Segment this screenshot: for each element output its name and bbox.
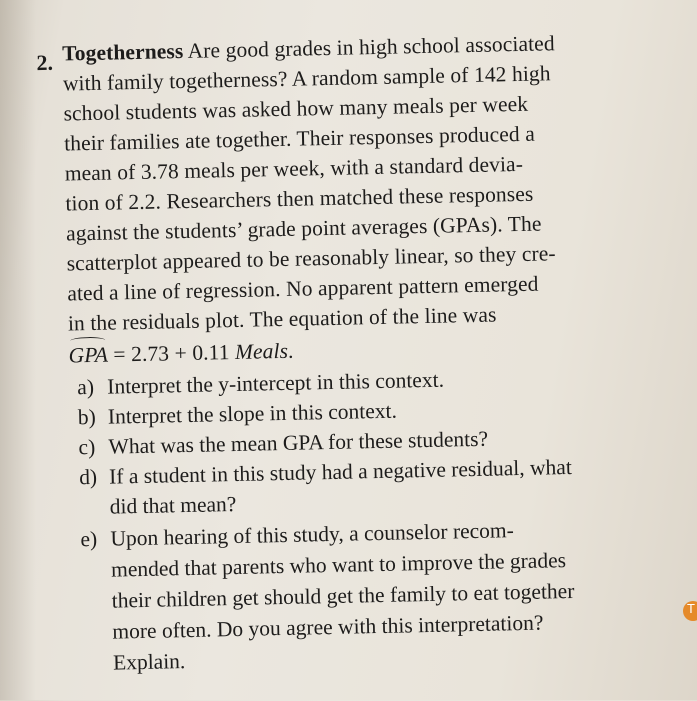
margin-tab-icon bbox=[683, 601, 697, 621]
question-b-label: b) bbox=[77, 404, 97, 430]
question-e-label: e) bbox=[80, 526, 98, 552]
equation-rhs: = 2.73 + 0.11 bbox=[113, 339, 236, 367]
stem-line-6: tion of 2.2. Researchers then matched these responses bbox=[65, 181, 534, 216]
stem-line-10: in the residuals plot. The equation of the line was bbox=[67, 302, 497, 336]
margin-tab-text: T bbox=[687, 601, 695, 616]
equation-variable: Meals bbox=[234, 338, 289, 364]
problem-number: 2. bbox=[36, 49, 54, 76]
stem-line-2: with family togetherness? A random sample of 142 high bbox=[62, 61, 551, 96]
question-c-label: c) bbox=[78, 434, 96, 460]
question-b-text: Interpret the slope in this context. bbox=[107, 398, 398, 429]
question-a-label: a) bbox=[77, 374, 95, 400]
stem-line-1-text: Are good grades in high school associated bbox=[187, 31, 555, 63]
gpa-hat: GPA bbox=[68, 341, 108, 371]
question-d-text-2: did that mean? bbox=[109, 491, 237, 519]
question-e-text-3: their children get should get the family to eat together bbox=[111, 578, 575, 613]
question-e-text-5: Explain. bbox=[112, 649, 186, 675]
stem-line-9: ated a line of regression. No apparent pattern emerged bbox=[67, 271, 539, 306]
question-d-text-1: If a student in this study had a negative residual, what bbox=[108, 454, 573, 489]
question-e-text-4: more often. Do you agree with this interpretation? bbox=[112, 610, 544, 644]
stem-line-3: school students was asked how many meals per week bbox=[63, 91, 529, 126]
question-d-label: d) bbox=[78, 464, 98, 490]
stem-line-7: against the students’ grade point averages (GPAs). The bbox=[65, 211, 542, 246]
stem-line-4: their families ate together. Their responses produced a bbox=[63, 121, 536, 156]
equation-end: . bbox=[287, 338, 294, 363]
stem-line-8: scatterplot appeared to be reasonably linear, so they cre- bbox=[66, 241, 556, 276]
regression-equation bbox=[68, 337, 294, 371]
question-e-text-2: mended that parents who want to improve the grades bbox=[110, 548, 567, 582]
stem-line-5: mean of 3.78 meals per week, with a standard devia- bbox=[64, 151, 524, 186]
question-c-text: What was the mean GPA for these students? bbox=[108, 426, 489, 459]
problem-title: Togetherness bbox=[62, 39, 184, 66]
question-e-text-1: Upon hearing of this study, a counselor recom- bbox=[110, 518, 515, 551]
question-a-text: Interpret the y-intercept in this context. bbox=[107, 367, 445, 399]
